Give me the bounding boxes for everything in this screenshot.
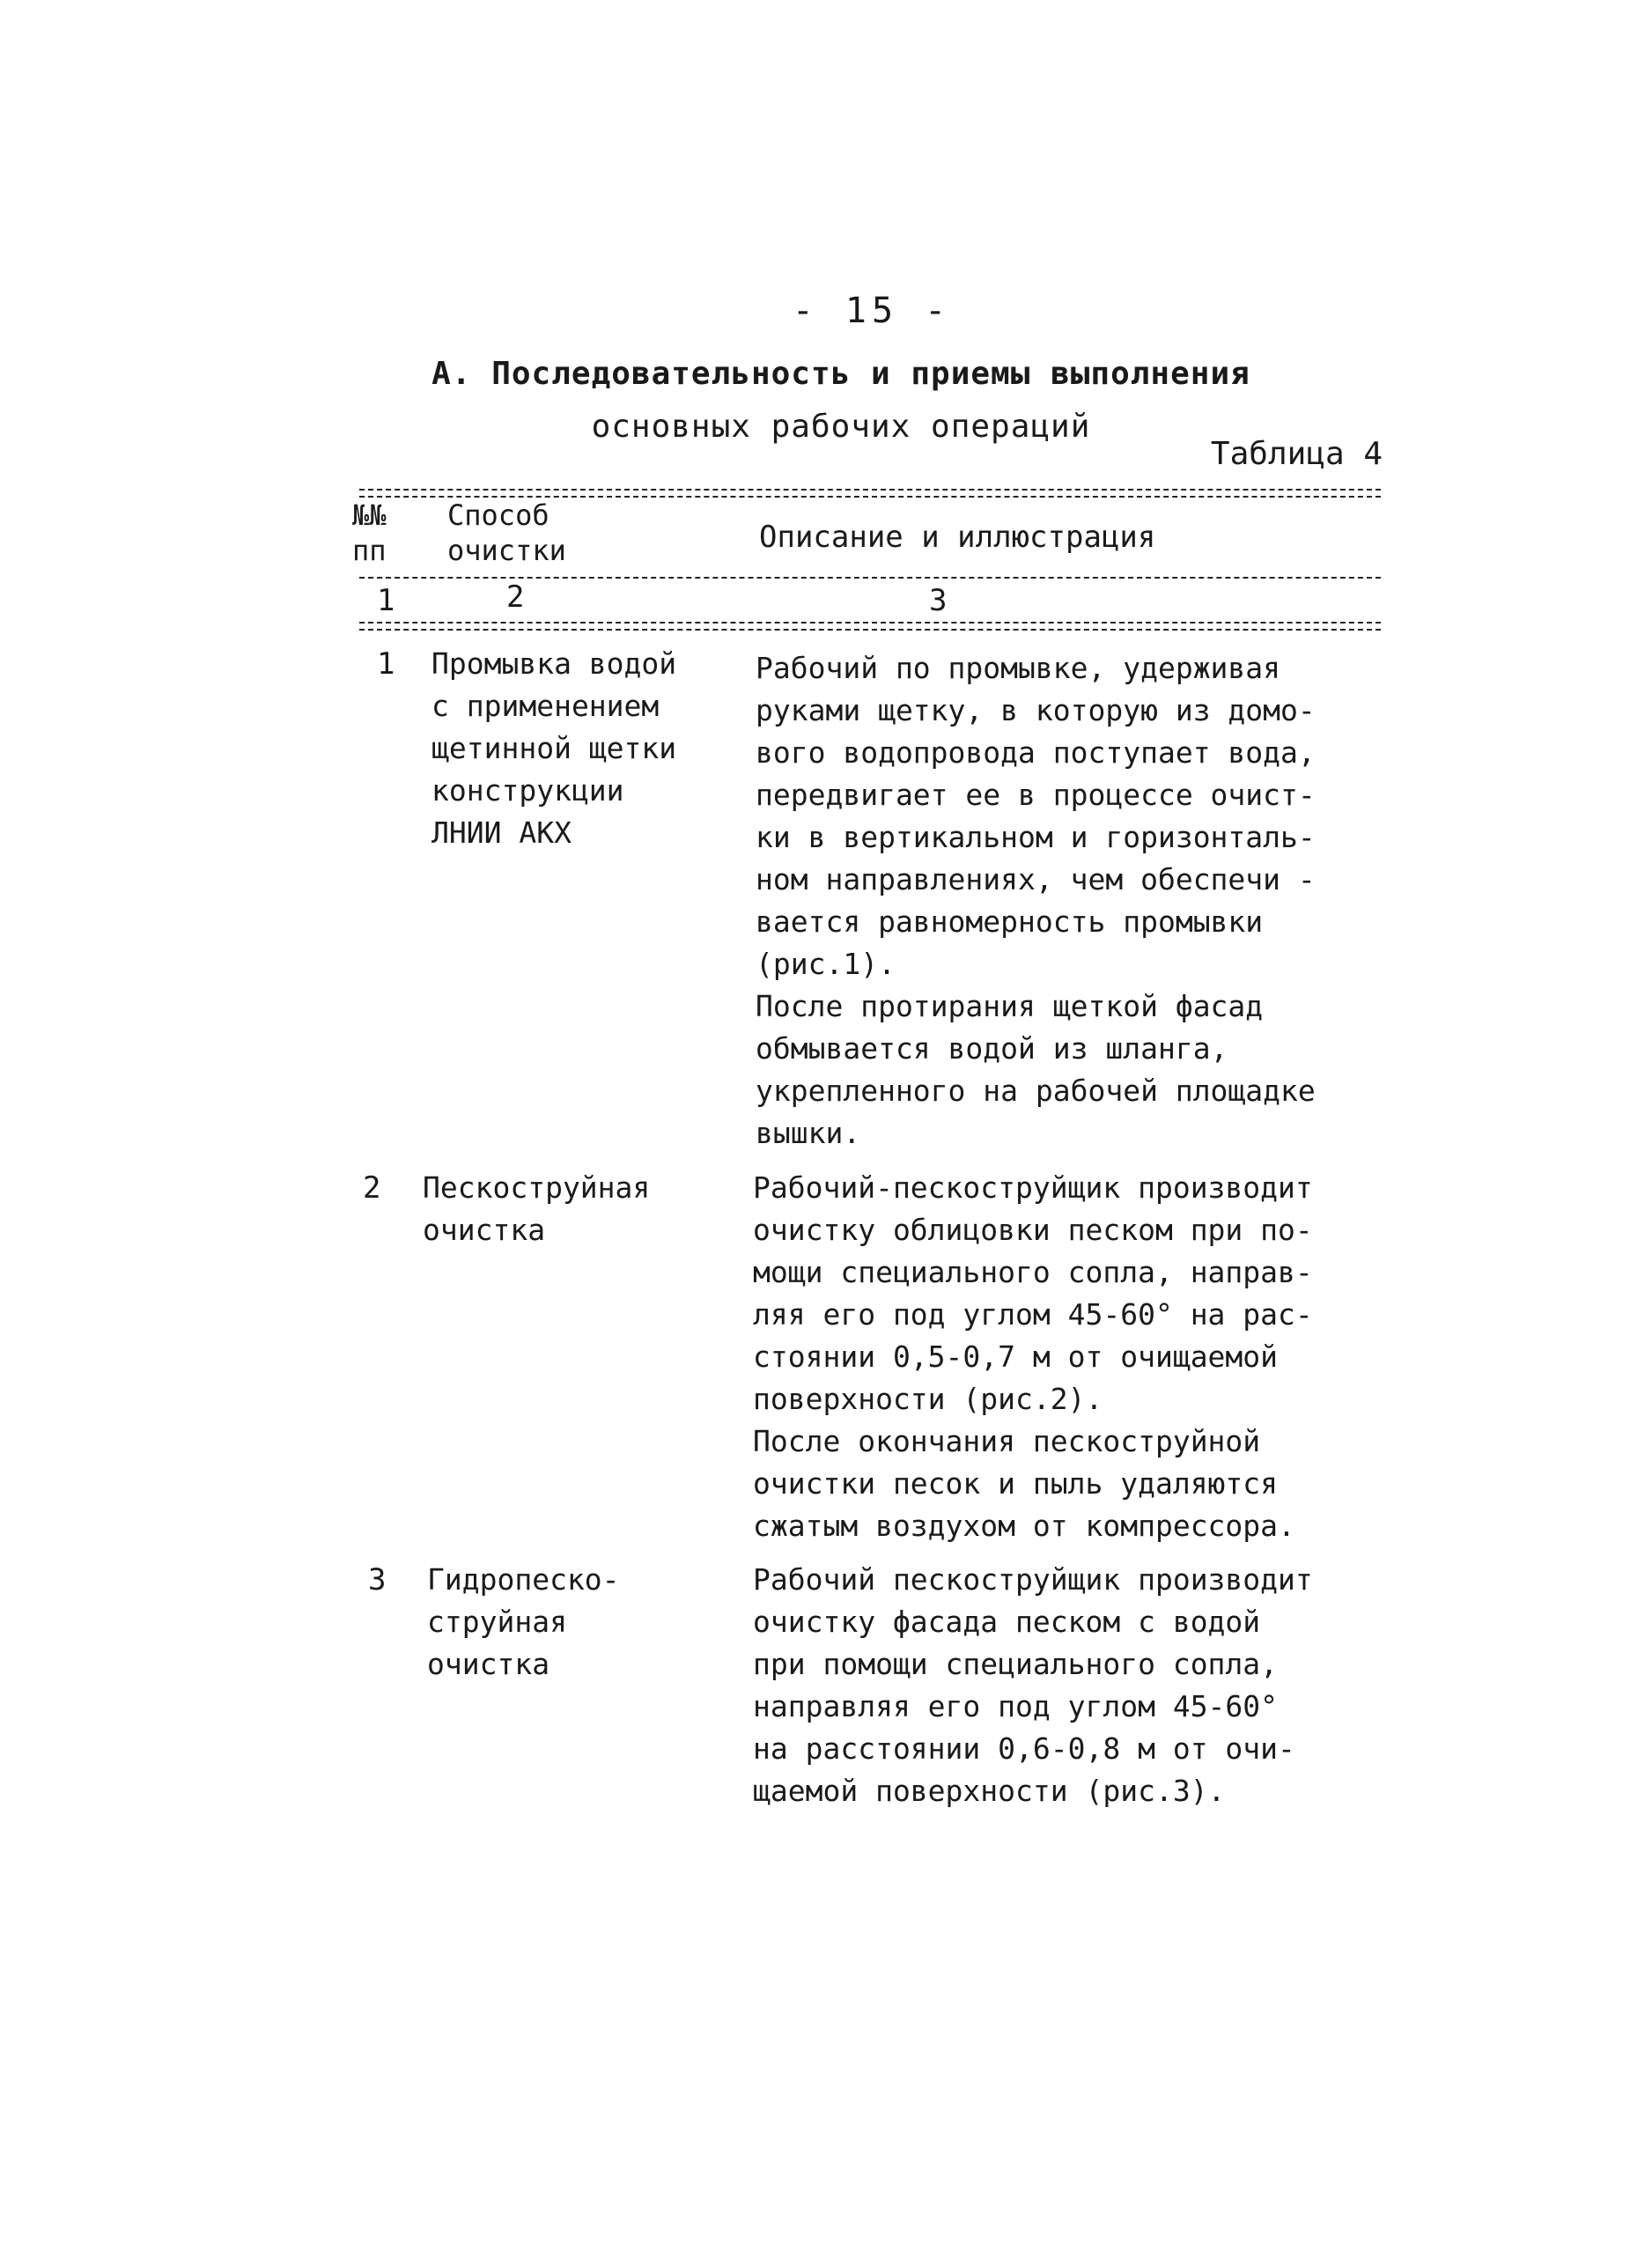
heading-line-2: основных рабочих операций [591, 409, 1091, 445]
row-2-number: 2 [363, 1170, 381, 1206]
description-column-header: Описание и иллюстрация [759, 520, 1156, 555]
row-3-method: Гидропеско- струйная очистка [427, 1562, 620, 1681]
num-column-header: №№ пп [352, 498, 387, 567]
col-number-3: 3 [929, 583, 948, 618]
col-number-1: 1 [377, 583, 395, 618]
table-top-rule [359, 489, 1381, 498]
page-number: - 15 - [792, 291, 952, 331]
row-1-number: 1 [377, 646, 395, 682]
row-1-description: Рабочий по промывке, удерживая руками щетку, в которую из домо- вого водопровода поступает вода, передвигает ее в процессе очист- ки в вертикальном и горизонталь- ном направлениях, чем обеспечи - вается равномерность промывки (рис.1). После протирания щеткой фасад обмывается водой из шланга, укрепленного на рабочей площадке вышки. [756, 651, 1316, 1150]
row-3-number: 3 [368, 1562, 387, 1598]
row-1-method: Промывка водой с применением щетинной щетки конструкции ЛНИИ АКХ [431, 646, 677, 850]
table-label: Таблица 4 [1210, 436, 1383, 472]
row-3-description: Рабочий пескоструйщик производит очистку фасада песком с водой при помощи специального сопла, направляя его под углом 45-60° на расстоянии 0,6-0,8 м от очи- щаемой поверхности (рис.3). [753, 1562, 1313, 1808]
column-numbers-rule [359, 622, 1381, 631]
row-2-method: Пескоструйная очистка [423, 1170, 651, 1247]
header-separator-rule [359, 577, 1381, 579]
col-number-2: 2 [506, 579, 525, 615]
heading-line-1: А. Последовательность и приемы выполнения [431, 356, 1250, 392]
method-column-header: Способ очистки [447, 498, 566, 567]
row-2-description: Рабочий-пескоструйщик производит очистку облицовки песком при по- мощи специального сопла, направ- ляя его под углом 45-60° на рас- стоянии 0,5-0,7 м от очищаемой поверхности (рис.2). После окончания пескоструйной очистки песок и пыль удаляются сжатым воздухом от компрессора. [753, 1170, 1313, 1543]
